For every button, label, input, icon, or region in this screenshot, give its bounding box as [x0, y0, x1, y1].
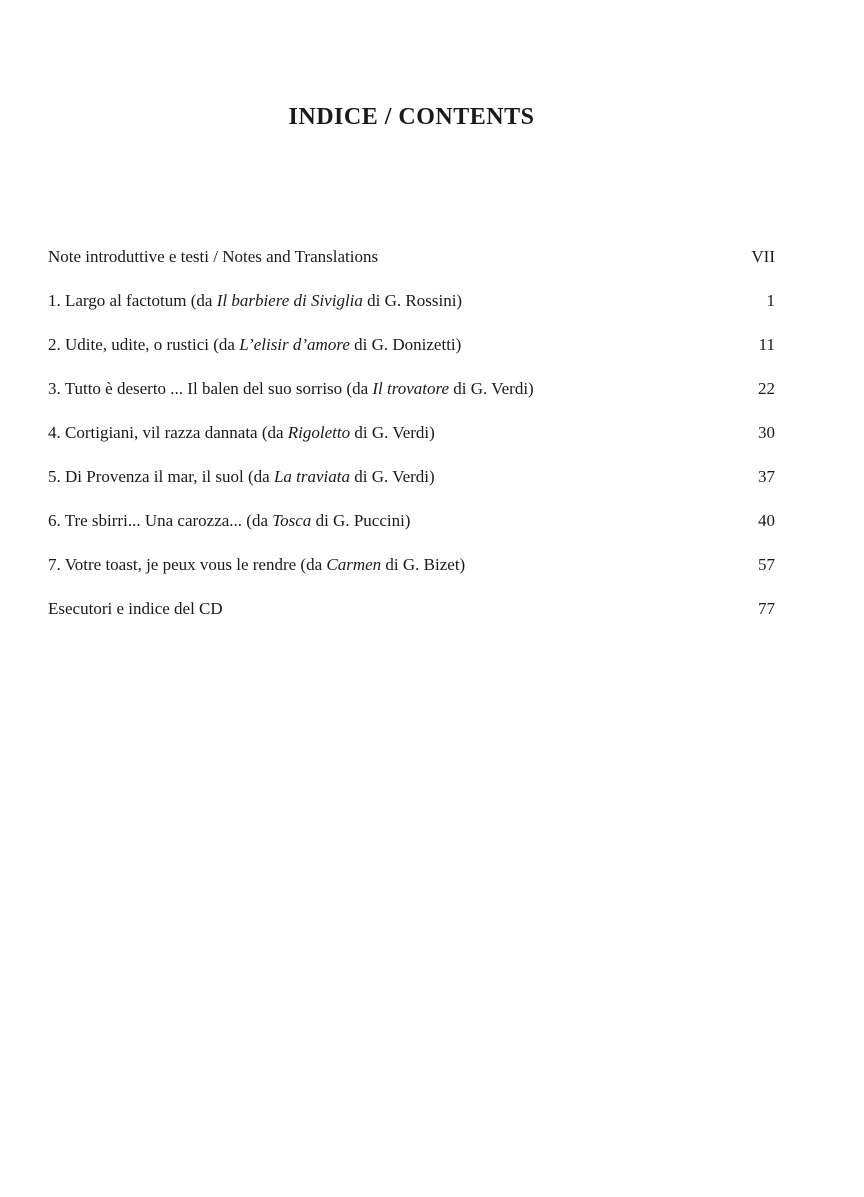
table-of-contents [48, 235, 775, 631]
entry-page-number: 11 [758, 335, 775, 354]
entry-text-pre: Note introduttive e testi / Notes and Translations [48, 247, 379, 266]
toc-entry [48, 279, 775, 323]
entry-text-post: di G. Bizet) [381, 555, 466, 574]
entry-text [48, 543, 738, 587]
entry-title-italic: La traviata [273, 467, 350, 486]
entry-text-pre: 5. Di Provenza il mar, il suol (da [48, 467, 274, 486]
entry-page-number: 37 [758, 467, 775, 486]
entry-page-number: 1 [766, 291, 775, 310]
toc-entry [48, 367, 775, 411]
entry-text-pre: 2. Udite, udite, o rustici (da [48, 335, 240, 354]
entry-text-pre: Esecutori e indice del CD [48, 599, 223, 618]
entry-text [48, 279, 747, 323]
toc-entry [48, 323, 775, 367]
entry-text-post: di G. Verdi) [449, 379, 534, 398]
entry-text-post: di G. Puccini) [311, 511, 411, 530]
entry-page-number: 57 [758, 555, 775, 574]
entry-page-number: 77 [758, 599, 775, 618]
entry-page-number: 22 [758, 379, 775, 398]
entry-text [48, 499, 738, 543]
entry-text-pre: 1. Largo al factotum (da [48, 291, 217, 310]
entry-text-post: di G. Donizetti) [349, 335, 462, 354]
entry-text [48, 411, 738, 455]
entry-text-pre: 7. Votre toast, je peux vous le rendre (da [48, 555, 327, 574]
entry-text-post: di G. Verdi) [350, 423, 435, 442]
toc-entry [48, 499, 775, 543]
entry-text-pre: 6. Tre sbirri... Una carozza... (da [48, 511, 273, 530]
entry-title-italic: Tosca [272, 511, 312, 530]
toc-entry [48, 455, 775, 499]
entry-text [48, 587, 738, 631]
toc-entry [48, 235, 775, 279]
entry-text-pre: 4. Cortigiani, vil razza dannata (da [48, 423, 288, 442]
entry-title-italic: Il barbiere di Siviglia [216, 291, 363, 310]
entry-text [48, 235, 731, 279]
entry-page-number: 30 [758, 423, 775, 442]
entry-text-pre: 3. Tutto è deserto ... Il balen del suo sorriso (da [48, 379, 373, 398]
entry-text [48, 323, 739, 367]
entry-text [48, 455, 738, 499]
entry-title-italic: L’elisir d’amore [239, 335, 350, 354]
entry-text-post: di G. Verdi) [350, 467, 435, 486]
entry-page-number: VII [751, 247, 775, 266]
entry-page-number: 40 [758, 511, 775, 530]
entry-text [48, 367, 738, 411]
entry-text-post: di G. Rossini) [362, 291, 463, 310]
toc-entry [48, 587, 775, 631]
page-title: INDICE / CONTENTS [288, 104, 535, 130]
entry-title-italic: Rigoletto [287, 423, 351, 442]
toc-entry [48, 543, 775, 587]
entry-title-italic: Carmen [326, 555, 382, 574]
entry-title-italic: Il trovatore [372, 379, 450, 398]
toc-entry [48, 411, 775, 455]
